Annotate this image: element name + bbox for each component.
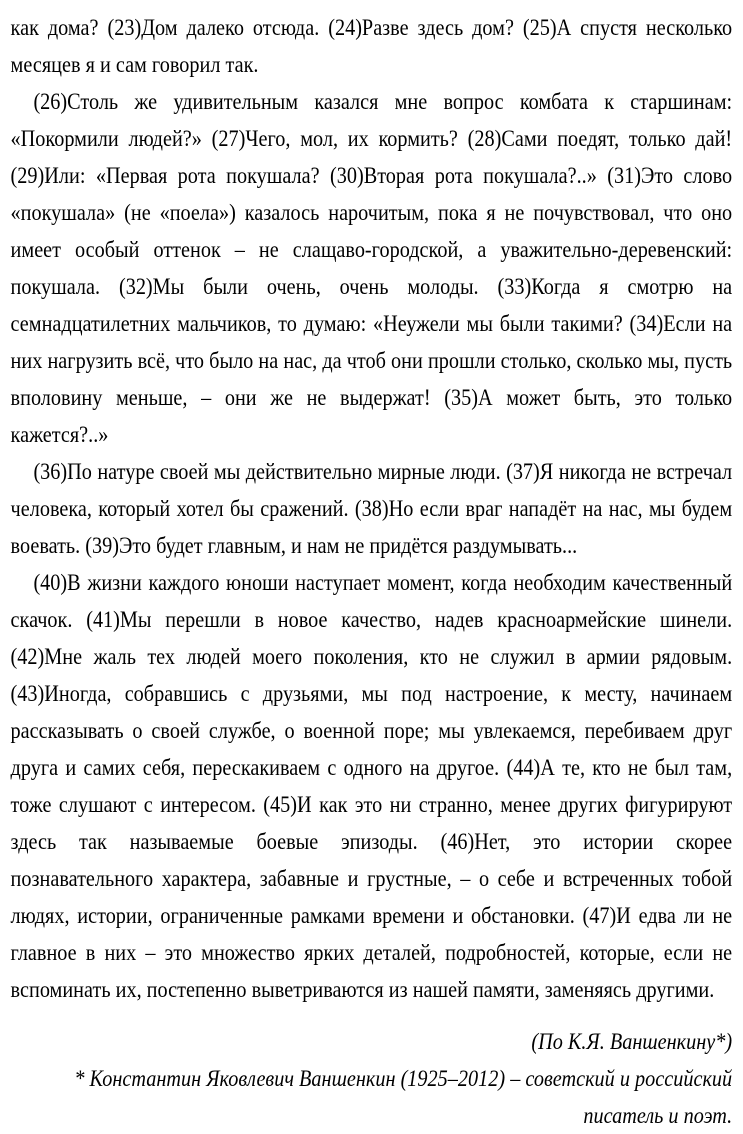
paragraph-4: (40)В жизни каждого юноши наступает момент, когда необходим качественный скачок. (41)Мы перешли в новое качество, надев красноармейские шинели. (42)Мне жаль тех людей моего поколения, кто не служил в армии рядовым. (43)Иногда, собравшись с друзьями, мы под настроение, к месту, начинаем рассказывать о своей службе, о военной поре; мы увлекаемся, перебиваем друг друга и самих себя, перескакиваем с одного на другое. (44)А те, кто не был там, тоже слушают с интересом. (45)И как это ни странно, менее других фигурируют здесь так называемые боевые эпизоды. (46)Нет, это истории скорее познавательного характера, забавные и грустные, – о себе и встреченных тобой людях, истории, ограниченные рамками времени и обстановки. (47)И едва ли не главное в них – это множество ярких деталей, подробностей, которые, если не вспоминать их, постепенно выветриваются из нашей памяти, заменяясь другими. bbox=[10, 570, 733, 1002]
paragraph-2: (26)Столь же удивительным казался мне вопрос комбата к старшинам: «Покормили людей?» (27)Чего, мол, их кормить? (28)Сами поедят, только дай! (29)Или: «Первая рота покушала? (30)Вторая рота покушала?..» (31)Это слово «покушала» (не «поела») казалось нарочитым, пока я не почувствовал, что оно имеет особый оттенок – не слащаво-городской, а уважительно-деревенский: покушала. (32)Мы были очень, очень молоды. (33)Когда я смотрю на семнадцатилетних мальчиков, то думаю: «Неужели мы были такими? (34)Если на них нагрузить всё, что было на нас, да чтоб они прошли столько, сколько мы, пусть вполовину меньше, – они же не выдержат! (35)А может быть, это только кажется?..» bbox=[10, 89, 733, 447]
author-attribution: (По К.Я. Ваншенкину*) bbox=[531, 1029, 733, 1054]
author-footnote: * Константин Яковлевич Ваншенкин (1925–2012) – советский и российский писатель и поэт. bbox=[74, 1066, 733, 1128]
paragraph-3: (36)По натуре своей мы действительно мирные люди. (37)Я никогда не встречал человека, который хотел бы сражений. (38)Но если враг нападёт на нас, мы будем воевать. (39)Это будет главным, и нам не придётся раздумывать... bbox=[10, 459, 733, 558]
paragraph-continuation: как дома? (23)Дом далеко отсюда. (24)Разве здесь дом? (25)А спустя несколько месяцев я и сам говорил так. bbox=[10, 15, 733, 77]
